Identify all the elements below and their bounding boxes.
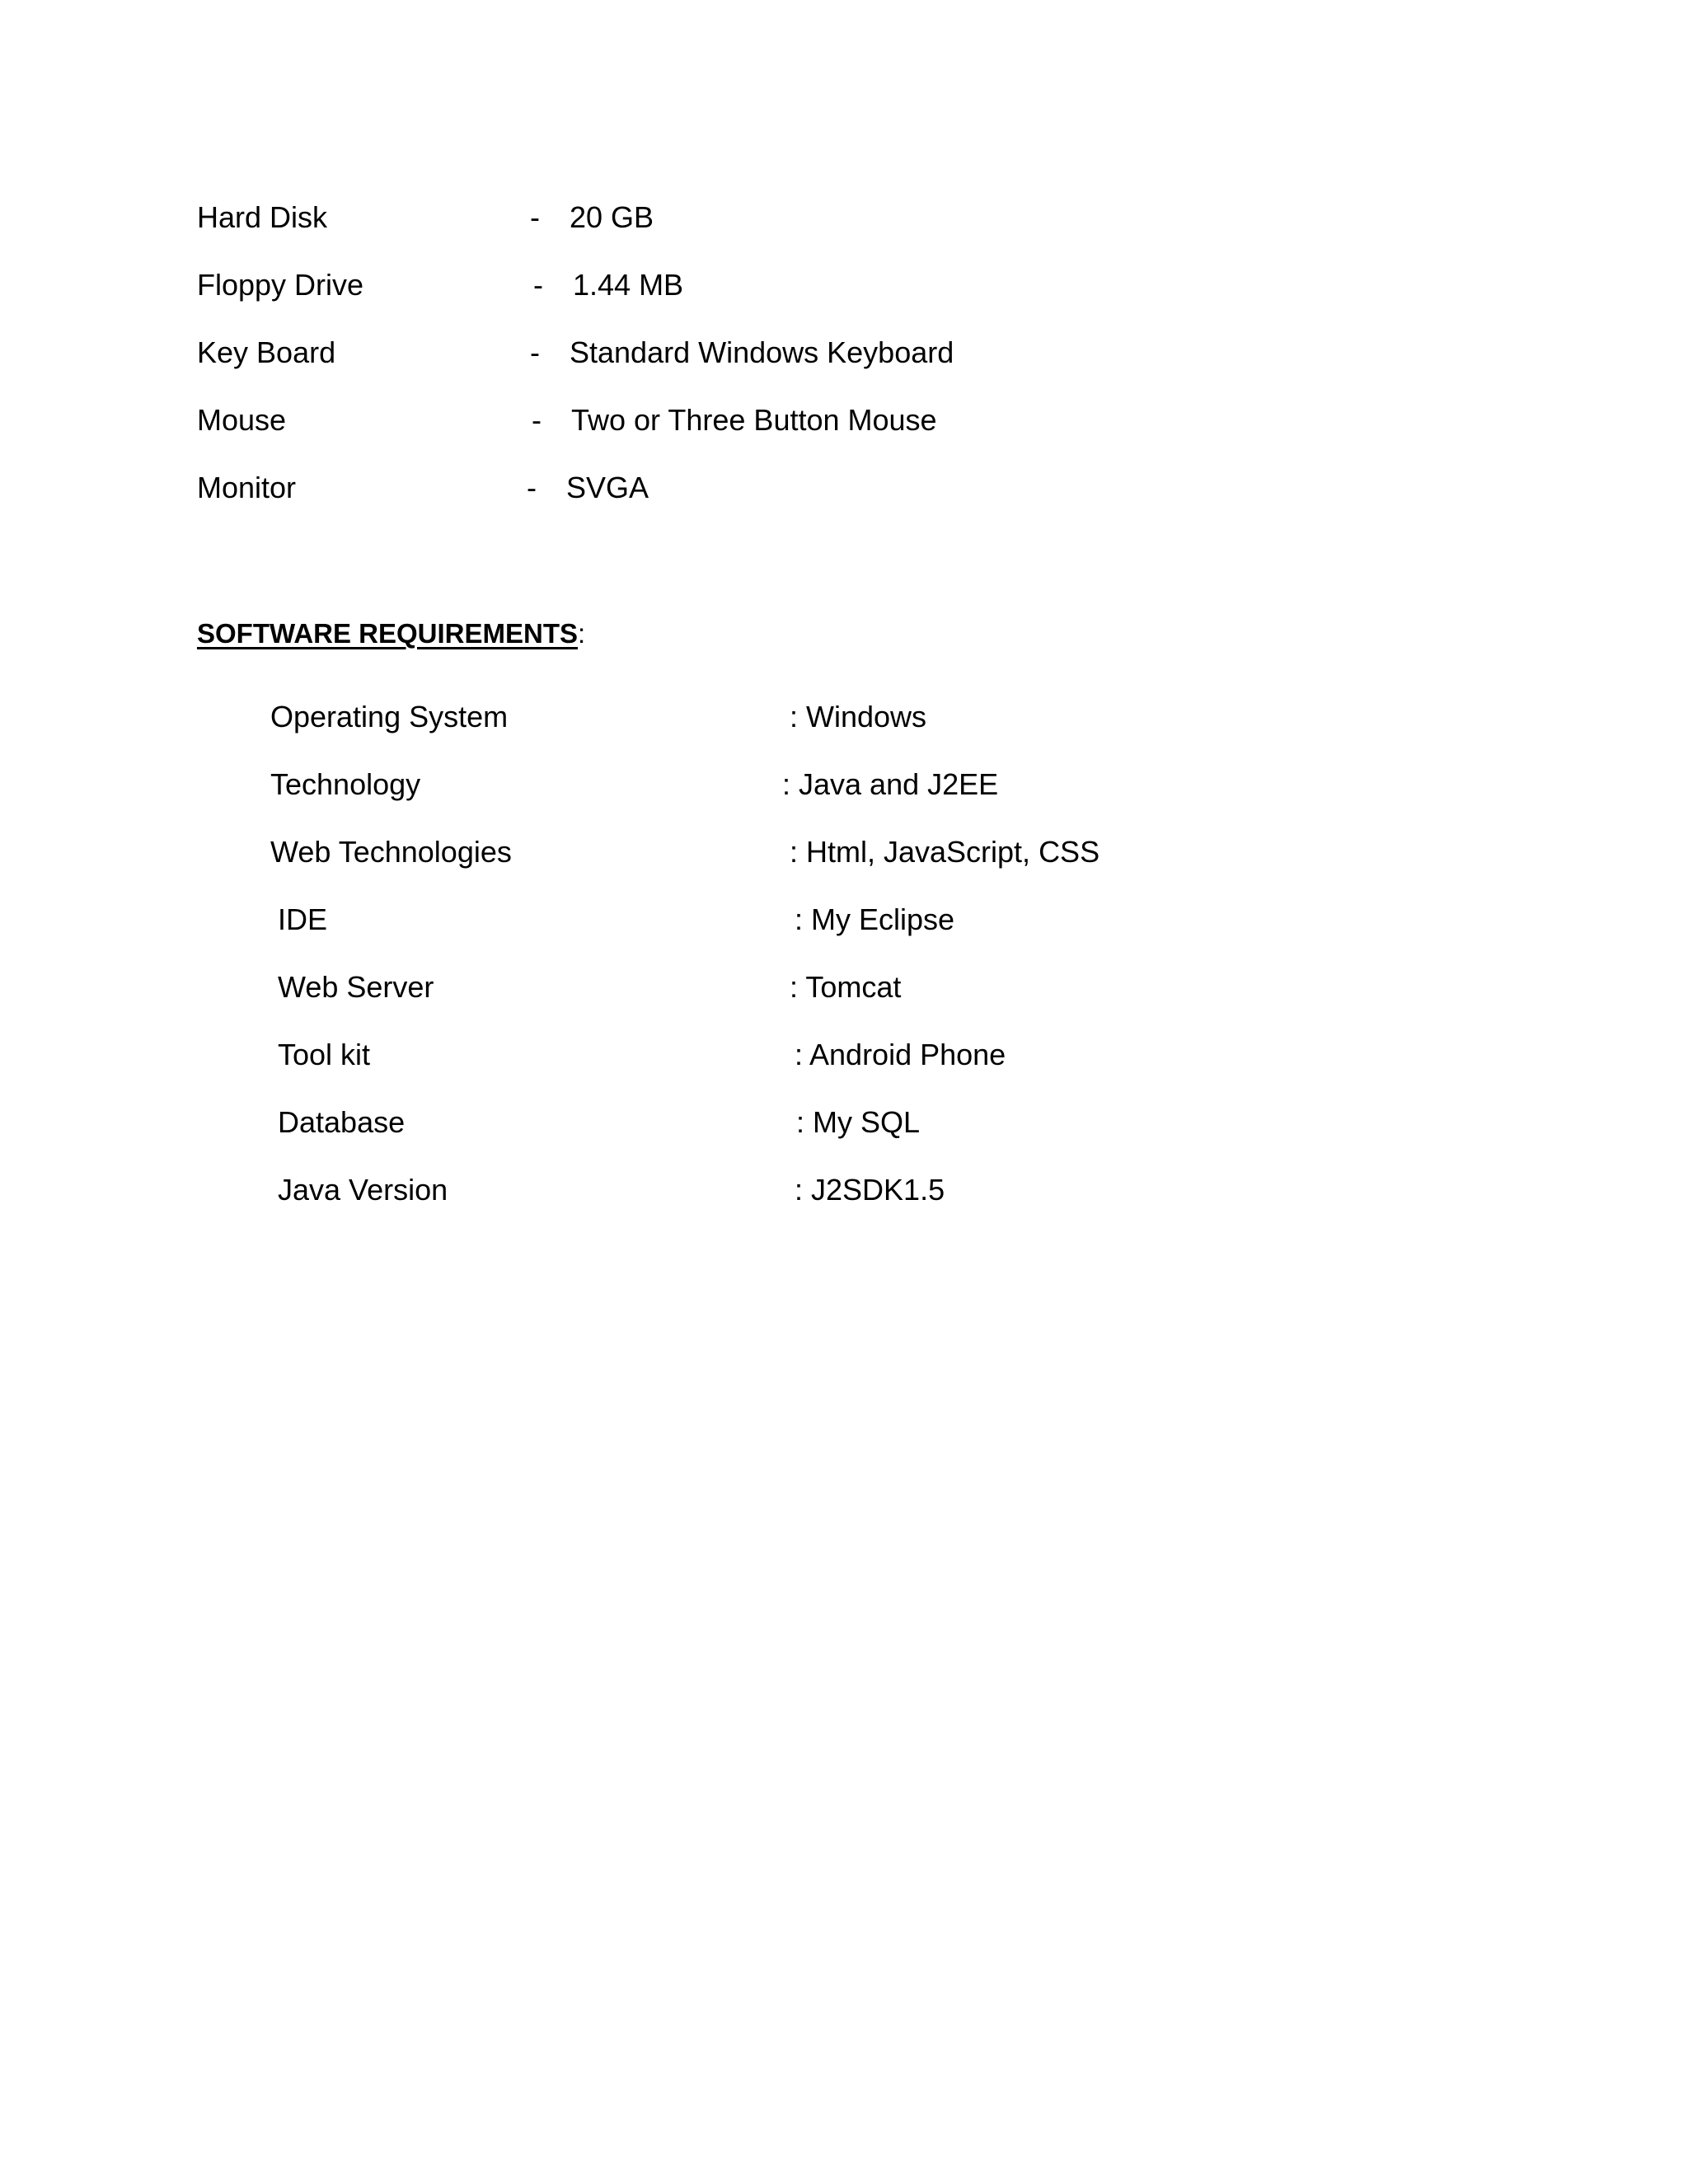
software-label: Operating System (270, 700, 509, 733)
software-label: Database (278, 1105, 406, 1139)
software-label: Web Technologies (270, 835, 512, 869)
section-title: SOFTWARE REQUIREMENTS (197, 618, 579, 649)
software-value: : Tomcat (790, 970, 902, 1004)
hardware-separator: - (530, 335, 540, 369)
section-title-colon: : (578, 618, 586, 649)
hardware-separator: - (532, 403, 542, 437)
hardware-value: 1.44 MB (573, 268, 684, 302)
hardware-label: Mouse (197, 403, 287, 437)
hardware-separator: - (530, 200, 540, 234)
software-label: Technology (270, 767, 421, 801)
hardware-value: Two or Three Button Mouse (571, 403, 937, 437)
hardware-separator: - (533, 268, 543, 302)
software-value: : Windows (790, 700, 927, 733)
software-label: Java Version (278, 1173, 448, 1207)
software-value: : Java and J2EE (782, 767, 999, 801)
hardware-label: Monitor (197, 471, 297, 504)
software-value: : My SQL (796, 1105, 921, 1139)
software-label: Web Server (278, 970, 434, 1004)
hardware-separator: - (527, 471, 537, 504)
software-requirements-heading (197, 616, 585, 651)
hardware-value: 20 GB (570, 200, 654, 234)
software-label: Tool kit (278, 1038, 371, 1071)
software-value: : J2SDK1.5 (795, 1173, 945, 1207)
software-label: IDE (278, 902, 328, 936)
hardware-label: Key Board (197, 335, 336, 369)
hardware-value: Standard Windows Keyboard (570, 335, 954, 369)
hardware-label: Hard Disk (197, 200, 328, 234)
software-value: : My Eclipse (795, 902, 955, 936)
hardware-label: Floppy Drive (197, 268, 364, 302)
hardware-value: SVGA (566, 471, 649, 504)
software-value: : Html, JavaScript, CSS (790, 835, 1100, 869)
software-value: : Android Phone (795, 1038, 1006, 1071)
